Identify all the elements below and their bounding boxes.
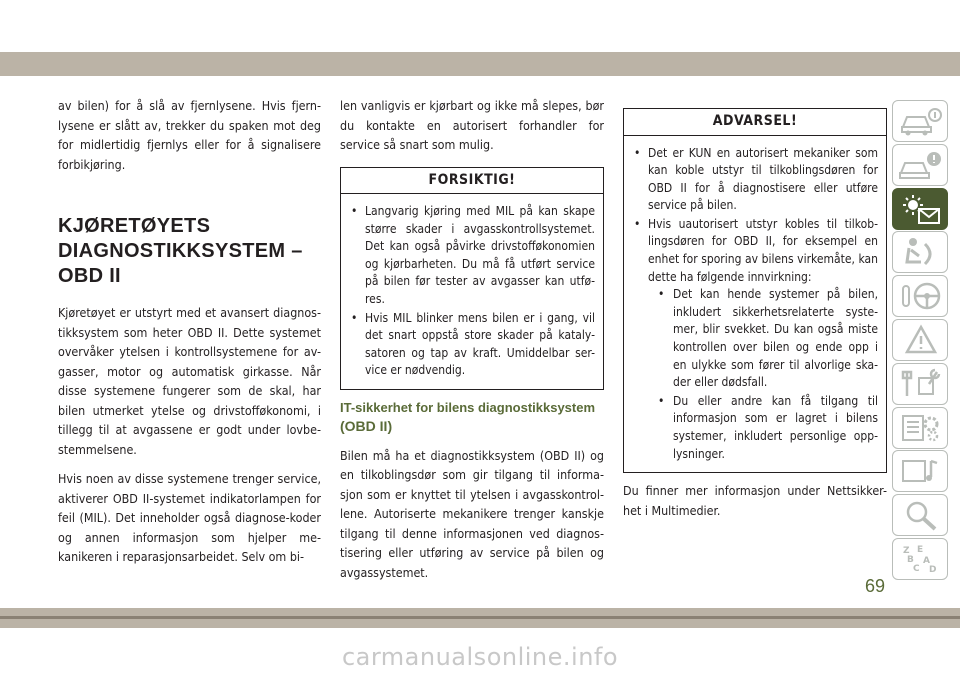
search-icon bbox=[899, 499, 943, 531]
warning-box bbox=[623, 108, 887, 473]
warning-sublist bbox=[648, 286, 878, 463]
paragraph: Du finner mer informasjon under Nettsikker-het i Multimedier. bbox=[623, 483, 887, 518]
tab-warning-lights[interactable] bbox=[892, 188, 948, 230]
paragraph: av bilen) for å slå av fjernlysene. Hvis fjern-lysene er slått av, trekker du spaken mot deg for midlertidig fjernlys eller for å signalisere forbikjøring. bbox=[58, 98, 321, 172]
caution-list bbox=[341, 194, 603, 389]
tab-starting-driving[interactable] bbox=[892, 275, 948, 317]
tab-safety[interactable] bbox=[892, 231, 948, 273]
tab-index[interactable] bbox=[892, 538, 948, 580]
section-heading bbox=[58, 214, 321, 289]
column-3 bbox=[623, 106, 887, 520]
tab-specifications[interactable] bbox=[892, 407, 948, 449]
paragraph: Hvis noen av disse systemene trenger service, aktiverer OBD II-systemet indikatorlampen for feil (MIL). Det inneholder også diagnose-koder og annen informasjon som hjelper me-kanikeren i reparasjonsarbeidet. Selv om bi- bbox=[58, 471, 321, 564]
steering-wheel-icon bbox=[899, 280, 943, 312]
chapter-tabs bbox=[892, 100, 952, 582]
tab-car-alert[interactable] bbox=[892, 144, 948, 186]
heading-line: OBD II bbox=[58, 265, 121, 287]
subsection-heading bbox=[340, 398, 604, 436]
seat-airbag-icon bbox=[899, 236, 943, 268]
subheading-line: IT-sikkerhet for bilens diagnostikksystem bbox=[340, 399, 596, 415]
paragraph: Kjøretøyet er utstyrt med et avansert diagnos-tikksystem som heter OBD II. Dette systemet overvåker ytelsen i kontrollsystemene for av-gasser, motor og automatisk girkasse. Når disse systemene fungerer som de skal, har bilen utmerket ytelse og drivstofføkonomi, i tillegg til at avgassene er godt under lovbe-stemmelsene. bbox=[58, 305, 321, 457]
tab-emergency[interactable] bbox=[892, 319, 948, 361]
paragraph: len vanligvis er kjørbart og ikke må slepes, bør du kontakte en autorisert forhandler for service så snart som mulig. bbox=[340, 98, 604, 152]
paragraph: Bilen må ha et diagnostikksystem (OBD II) og en tilkoblingsdør som gir tilgang til informa-sjon som er knyttet til ytelsen i avgasskontrol-lene. Autoriserte mekanikere trenger kanskje tilgang til denne informasjonen ved diagnos-tisering eller utføring av service på bilen og avgassystemet. bbox=[340, 447, 604, 580]
column-2 bbox=[340, 96, 604, 582]
car-info-icon bbox=[899, 105, 943, 137]
warning-title: ADVARSEL! bbox=[624, 109, 886, 136]
car-alert-icon bbox=[899, 149, 943, 181]
list-item: • Hvis MIL blinker mens bilen er i gang, vil det snart oppstå store skader på kataly-satoren og tap av kraft. Umiddelbar ser-vice er nødvendig. bbox=[349, 310, 595, 380]
svg-text:E: E bbox=[917, 544, 924, 555]
svg-text:Z: Z bbox=[903, 545, 910, 556]
index-letters-icon bbox=[899, 543, 943, 575]
list-item: • Langvarig kjøring med MIL på kan skape større skader i avgasskontrollsystemet. Det kan også påvirke drivstofføkonomien og kjørbarheten. Du må få utført service på bilen før tester av avgasser kan utfø-res. bbox=[349, 203, 595, 309]
list-item bbox=[632, 216, 878, 463]
svg-text:D: D bbox=[929, 564, 937, 575]
warning-list bbox=[624, 136, 886, 473]
column-1 bbox=[58, 96, 321, 567]
specifications-gear-icon bbox=[899, 412, 943, 444]
warning-triangle-car-icon bbox=[899, 324, 943, 356]
svg-text:B: B bbox=[907, 554, 914, 565]
heading-line: DIAGNOSTIKKSYSTEM – bbox=[58, 240, 303, 262]
tab-multimedia[interactable] bbox=[892, 450, 948, 492]
list-item: • Det er KUN en autorisert mekaniker som kan koble utstyr til tilkoblingsdøren for OBD II for å diagnostisere eller utføre service på bilen. bbox=[632, 145, 878, 215]
tools-icon bbox=[899, 368, 943, 400]
svg-text:A: A bbox=[923, 555, 930, 566]
multimedia-icon bbox=[899, 455, 943, 487]
svg-text:C: C bbox=[913, 563, 920, 574]
top-decorative-bar bbox=[0, 52, 960, 76]
list-item-text: Hvis uautorisert utstyr kobles til tilkob-lingsdøren for OBD II, for eksempel en enhet for sporing av bilens virkemåte, kan dette ha følgende innvirkning: bbox=[648, 216, 878, 284]
heading-line: KJØRETØYETS bbox=[58, 215, 211, 237]
subheading-line: (OBD II) bbox=[340, 417, 393, 434]
warning-light-mail-icon bbox=[899, 193, 943, 225]
tab-car-info[interactable] bbox=[892, 100, 948, 142]
sublist-item: • Du eller andre kan få tilgang til informasjon som er lagret i bilens systemer, inkludert personlige opp-lysninger. bbox=[656, 393, 878, 463]
caution-box bbox=[340, 167, 604, 390]
sublist-item: • Det kan hende systemer på bilen, inkludert sikkerhetsrelaterte syste-mer, blir svekket. Du kan også miste kontrollen over bilen og ende opp i en ulykke som fører til alvorlige ska-der eller dødsfall. bbox=[656, 286, 878, 392]
bottom-decorative-bar bbox=[0, 608, 960, 628]
caution-title: FORSIKTIG! bbox=[341, 168, 603, 195]
tab-search[interactable] bbox=[892, 494, 948, 536]
watermark: carmanualsonline.info bbox=[341, 643, 619, 671]
tab-service[interactable] bbox=[892, 363, 948, 405]
page-number: 69 bbox=[865, 576, 886, 596]
